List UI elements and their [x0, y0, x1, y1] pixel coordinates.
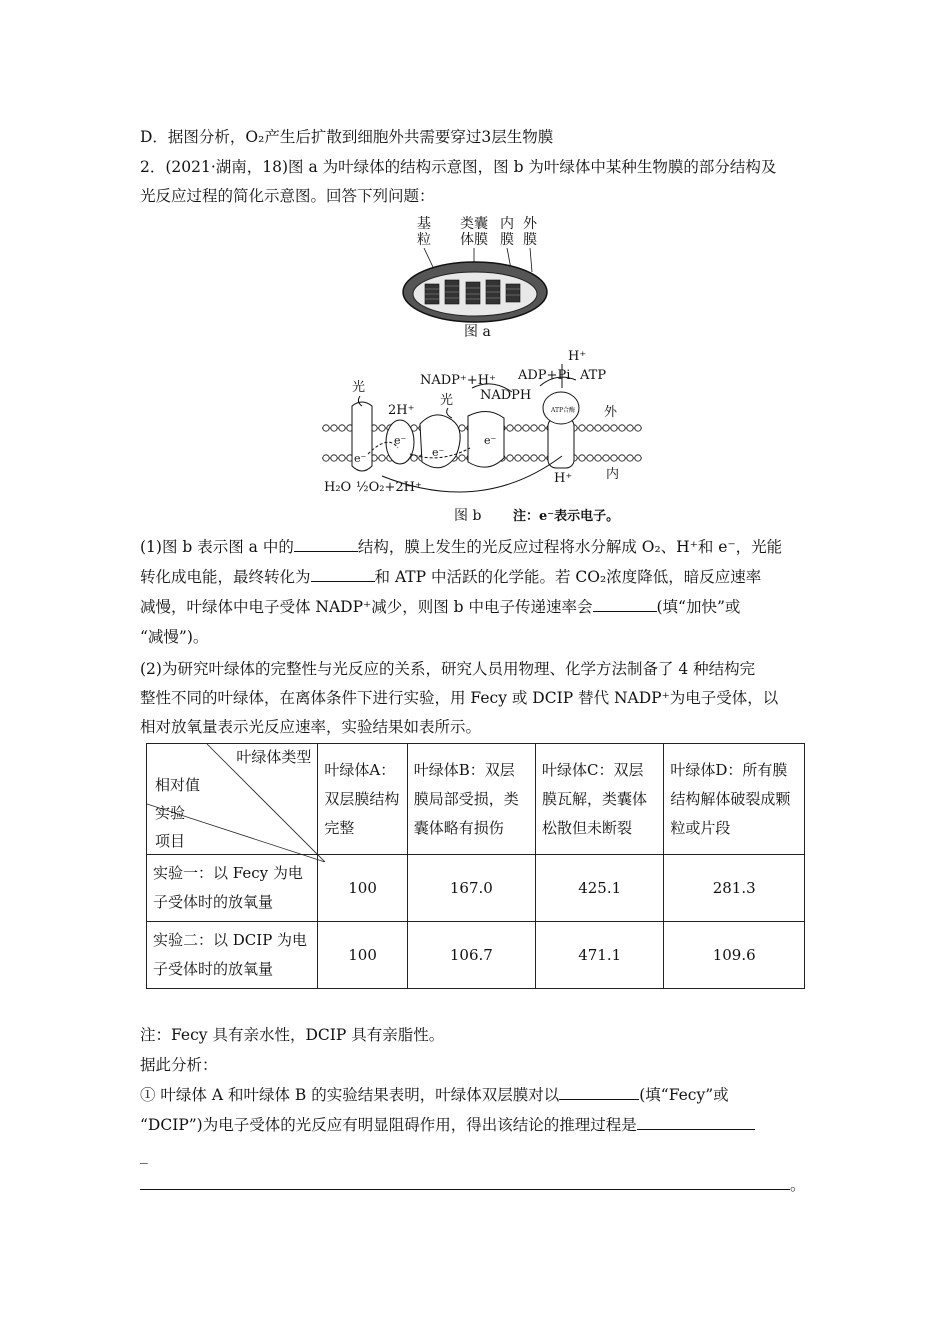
lipid-head [339, 425, 345, 431]
q2-1-text-c: 转化成电能，最终转化为 [140, 568, 311, 586]
q2-1-line1 [140, 537, 782, 557]
figure-a-chloroplast [400, 212, 550, 337]
fig-b-atp-synthase: ATP合酶 [551, 407, 576, 414]
lipid-head [515, 455, 521, 461]
answer-blank-4[interactable] [559, 1085, 639, 1100]
fig-b-atp: ATP [580, 368, 607, 383]
cell-exp2-d: 109.6 [664, 922, 805, 989]
q2-1-text-e: 减慢，叶绿体中电子受体 NADP⁺减少，则图 b 中电子传递速率会 [140, 598, 593, 616]
lipid-head [627, 455, 633, 461]
lipid-head [323, 425, 329, 431]
answer-blank-5[interactable] [637, 1115, 755, 1130]
q2-1-text-d: 和 ATP 中活跃的化学能。若 CO₂浓度降低，暗反应速率 [374, 568, 762, 586]
lipid-head [515, 425, 521, 431]
lipid-head [595, 455, 601, 461]
fig-b-nadp: NADP⁺+H⁺ [420, 373, 496, 388]
lipid-head [379, 425, 385, 431]
lipid-head [619, 425, 625, 431]
lipid-head [331, 455, 337, 461]
fig-a-label-thylakoid-2: 体膜 [460, 232, 488, 248]
lipid-head [507, 455, 513, 461]
lipid-head [587, 425, 593, 431]
fig-a-label-granum-1: 基 [417, 216, 431, 232]
note-line: 注：Fecy 具有亲水性，DCIP 具有亲脂性。 [140, 1026, 445, 1044]
corner-mid2: 实验 [155, 804, 186, 822]
sub-question-1-line2 [140, 1115, 755, 1135]
lipid-head [635, 455, 641, 461]
q2-stem-line2: 光反应过程的简化示意图。回答下列问题： [140, 187, 435, 205]
lipid-head [579, 455, 585, 461]
cell-exp1-c: 425.1 [536, 855, 664, 922]
q2-1-text-b: 结构，膜上发生的光反应过程将水分解成 O₂、H⁺和 e⁻，光能 [357, 538, 783, 556]
sub-q1-text-c: “DCIP”)为电子受体的光反应有明显阻碍作用，得出该结论的推理过程是 [140, 1116, 637, 1134]
fig-b-nadph: NADPH [480, 388, 532, 403]
answer-blank-1[interactable] [294, 537, 358, 552]
fig-b-e4: e⁻ [484, 434, 497, 447]
fig-b-outer: 外 [604, 405, 618, 420]
cell-exp2-b: 106.7 [407, 922, 535, 989]
fig-b-e2: e⁻ [394, 434, 407, 447]
lipid-head [331, 425, 337, 431]
q2-2-line2: 整性不同的叶绿体，在离体条件下进行实验，用 Fecy 或 DCIP 替代 NADP⁺为电子受体，以 [140, 689, 779, 707]
answer-blank-2[interactable] [311, 567, 375, 582]
q2-1-line4: “减慢”)。 [140, 628, 209, 646]
q2-2-line1: (2)为研究叶绿体的完整性与光反应的关系，研究人员用物理、化学方法制备了 4 种结构完 [140, 660, 756, 678]
row-label-exp2: 实验二：以 DCIP 为电子受体时的放氧量 [147, 922, 318, 989]
lipid-head [539, 425, 545, 431]
q2-2-line3: 相对放氧量表示光反应速率，实验结果如表所示。 [140, 718, 482, 736]
lipid-head [523, 455, 529, 461]
answer-blank-6[interactable] [140, 1175, 790, 1190]
results-table [146, 743, 805, 989]
fig-b-2h: 2H⁺ [388, 403, 415, 418]
lipid-head [459, 455, 465, 461]
fig-a-label-outer-2: 膜 [523, 232, 537, 248]
row-label-exp1: 实验一：以 Fecy 为电子受体时的放氧量 [147, 855, 318, 922]
figure-a-caption: 图 a [464, 324, 491, 340]
col-header-d: 叶绿体D：所有膜结构解体破裂成颗粒或片段 [664, 744, 805, 855]
fig-a-label-inner-2: 膜 [500, 232, 514, 248]
dash-line: _ [140, 1146, 148, 1164]
corner-top: 叶绿体类型 [236, 748, 312, 766]
fig-a-label-thylakoid-1: 类囊 [460, 216, 488, 232]
lipid-head [531, 455, 537, 461]
cell-exp2-a: 100 [318, 922, 407, 989]
lipid-head [323, 455, 329, 461]
lipid-head [507, 425, 513, 431]
q2-1-text-f: (填“加快”或 [656, 598, 741, 616]
lipid-head [587, 455, 593, 461]
fig-b-light-1: 光 [352, 380, 366, 395]
q2-1-text-a: (1)图 b 表示图 a 中的 [140, 538, 294, 556]
lipid-head [539, 455, 545, 461]
lipid-head [603, 425, 609, 431]
table-corner-cell [147, 744, 318, 855]
cell-exp1-d: 281.3 [664, 855, 805, 922]
fig-b-half-o2: ½O₂+2H⁺ [356, 480, 422, 495]
option-d: D．据图分析，O₂产生后扩散到细胞外共需要穿过3层生物膜 [140, 128, 554, 146]
cell-exp1-b: 167.0 [407, 855, 535, 922]
answer-line-end: 。 [790, 1176, 806, 1194]
sub-q1-text-a: ① 叶绿体 A 和叶绿体 B 的实验结果表明，叶绿体双层膜对以 [140, 1086, 560, 1104]
lipid-head [611, 455, 617, 461]
cell-exp2-c: 471.1 [536, 922, 664, 989]
figure-b-membrane [322, 346, 642, 506]
table-row [147, 855, 805, 922]
fig-b-h-top: H⁺ [568, 349, 587, 364]
q2-1-line2 [140, 567, 761, 587]
fig-b-adp: ADP+Pi [518, 368, 571, 383]
sub-q1-text-b: (填“Fecy”或 [639, 1086, 729, 1104]
analysis-line: 据此分析： [140, 1056, 218, 1074]
lipid-head [339, 455, 345, 461]
fig-a-label-inner-1: 内 [500, 216, 514, 232]
table-header-row [147, 744, 805, 855]
q2-stem-line1: 2．(2021·湖南，18)图 a 为叶绿体的结构示意图，图 b 为叶绿体中某种生物膜的部分结构及 [140, 158, 777, 176]
q2-1-line3 [140, 597, 740, 617]
fig-b-light-2: 光 [440, 393, 454, 408]
cell-exp1-a: 100 [318, 855, 407, 922]
fig-b-water: H₂O [324, 480, 352, 495]
lipid-head [635, 425, 641, 431]
answer-blank-3[interactable] [593, 597, 657, 612]
fig-b-e1: e⁻ [354, 452, 367, 465]
lipid-head [627, 425, 633, 431]
fig-b-h-bottom: H⁺ [554, 471, 573, 486]
table-row [147, 922, 805, 989]
corner-bottom: 项目 [155, 832, 186, 850]
lipid-head [531, 425, 537, 431]
lipid-head [603, 455, 609, 461]
fig-a-label-outer-1: 外 [523, 216, 537, 232]
answer-line [140, 1175, 806, 1195]
lipid-head [619, 455, 625, 461]
lipid-head [611, 425, 617, 431]
fig-b-inner: 内 [606, 467, 620, 482]
col-header-c: 叶绿体C：双层膜瓦解，类囊体松散但未断裂 [536, 744, 664, 855]
figure-b-caption: 图 b [454, 508, 482, 524]
lipid-head [379, 455, 385, 461]
sub-question-1-line1 [140, 1085, 729, 1105]
lipid-head [579, 425, 585, 431]
col-header-b: 叶绿体B：双层膜局部受损，类囊体略有损伤 [407, 744, 535, 855]
col-header-a: 叶绿体A：双层膜结构完整 [318, 744, 407, 855]
atp-synthase-base [548, 418, 574, 468]
corner-mid1: 相对值 [155, 776, 201, 794]
lipid-head [523, 425, 529, 431]
fig-b-e3: e⁻ [432, 446, 445, 459]
figure-b-note: 注：e⁻表示电子。 [513, 509, 620, 524]
fig-a-label-granum-2: 粒 [417, 232, 431, 248]
lipid-head [595, 425, 601, 431]
